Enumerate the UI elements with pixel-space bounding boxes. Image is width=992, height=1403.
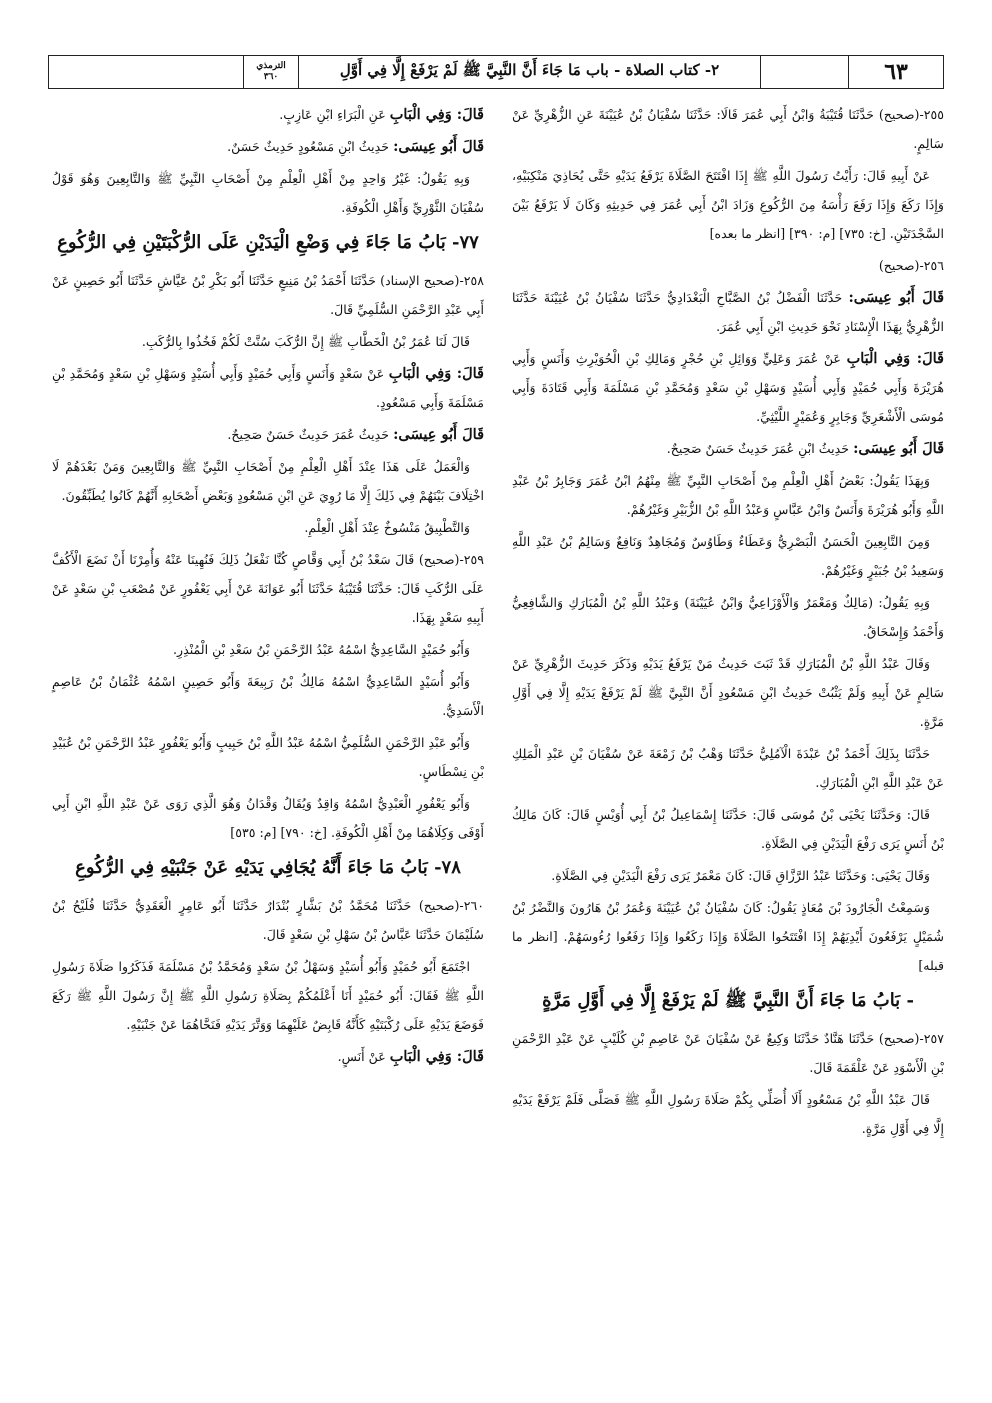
hadith-256-number: ٢٥٦-(صحيح) bbox=[878, 258, 944, 273]
tabiin-paragraph: وَمِنَ التَّابِعِينَ الْحَسَنُ الْبَصْرِيُّ وَعَطَاءٌ وَطَاوُسٌ وَمُجَاهِدٌ وَنَافِعٌ وَسَالِمُ بْنُ عَبْدِ اللَّهِ وَسَعِيدُ بْنُ جُبَيْرٍ وَغَيْرُهُمْ. bbox=[512, 534, 944, 578]
hadith-257-isnad: ٢٥٧-(صحيح) حَدَّثَنَا هَنَّادٌ حَدَّثَنَا وَكِيعٌ عَنْ سُفْيَانَ عَنْ عَاصِمِ بْنِ كُلَيْبٍ عَنْ عَبْدِ الرَّحْمَنِ بْنِ الْأَسْوَدِ عَنْ عَلْقَمَةَ قَالَ. bbox=[512, 1031, 944, 1075]
narrator-note-3: وَأَبُو عَبْدِ الرَّحْمَنِ السُّلَمِيُّ اسْمُهُ عَبْدُ اللَّهِ بْنُ حَبِيبٍ وَأَبُو يَعْفُورٍ عَبْدُ الرَّحْمَنِ بْنُ عُبَيْدِ بْنِ نِسْطَاسٍ. bbox=[52, 735, 484, 779]
qal-label: قَالَ: وَفِي الْبَابِ bbox=[389, 106, 484, 123]
paragraph-text: حَدَّثَنَا الْفَضْلُ بْنُ الصَّبَّاحِ الْبَغْدَادِيُّ حَدَّثَنَا سُفْيَانُ بْنُ عُيَيْنَةَ حَدَّثَنَا الزُّهْرِيُّ بِهَذَا الْإِسْنَادِ نَحْوَ حَدِيثِ ابْنِ أَبِي عُمَرَ. bbox=[512, 290, 944, 334]
hadith-257-matn: قَالَ عَبْدُ اللَّهِ بْنُ مَسْعُودٍ أَلَا أُصَلِّي بِكُمْ صَلَاةَ رَسُولِ اللَّهِ ﷺ فَصَلَّى فَلَمْ يَرْفَعْ يَدَيْهِ إِلَّا فِي أَوَّلِ مَرَّةٍ. bbox=[512, 1092, 944, 1136]
narrator-note-2: وَأَبُو أُسَيْدٍ السَّاعِدِيُّ اسْمُهُ مَالِكُ بْنُ رَبِيعَةَ وَأَبُو حَصِينٍ اسْمُهُ عُثْمَانُ بْنُ عَاصِمٍ الْأَسَدِيُّ. bbox=[52, 674, 484, 718]
chain-paragraph: حَدَّثَنَا بِذَلِكَ أَحْمَدُ بْنُ عَبْدَةَ الْآمُلِيُّ حَدَّثَنَا وَهْبُ بْنُ زَمْعَةَ عَنْ سُفْيَانَ بْنِ عَبْدِ الْمَلِكِ عَنْ عَبْدِ اللَّهِ ابْنِ الْمُبَارَكِ. bbox=[512, 746, 944, 790]
grading-paragraph bbox=[52, 132, 484, 161]
fil-bab-paragraph bbox=[52, 359, 484, 417]
grading-paragraph bbox=[512, 434, 944, 463]
running-header bbox=[48, 55, 944, 89]
hadith-260-isnad: ٢٦٠-(صحيح) حَدَّثَنَا مُحَمَّدُ بْنُ بَشَّارٍ بُنْدَارٌ حَدَّثَنَا أَبُو عَامِرٍ الْعَقَدِيُّ حَدَّثَنَا فُلَيْحُ بْنُ سُلَيْمَانَ حَدَّثَنَا عَبَّاسُ بْنُ سَهْلِ بْنِ سَعْدٍ قَالَ. bbox=[52, 898, 484, 942]
qal-label: قَالَ أَبُو عِيسَى: bbox=[393, 138, 484, 155]
paragraph-text: حَدِيثُ ابْنِ مَسْعُودٍ حَدِيثٌ حَسَنٌ. bbox=[227, 139, 390, 154]
header-reference bbox=[243, 56, 298, 88]
fil-bab-paragraph bbox=[52, 100, 484, 129]
reference-label: الترمذي bbox=[256, 61, 286, 71]
qal-label: قَالَ أَبُو عِيسَى: bbox=[848, 289, 945, 306]
chapter-heading: - بَابُ مَا جَاءَ أَنَّ النَّبِيَّ ﷺ لَمْ يَرْفَعْ إِلَّا فِي أَوَّلِ مَرَّةٍ bbox=[542, 990, 914, 1011]
paragraph-text: عَنْ سَعْدٍ وَأَنَسٍ وَأَبِي حُمَيْدٍ وَأَبِي أُسَيْدٍ وَسَهْلِ بْنِ سَعْدٍ وَمُحَمَّدِ بْنِ مَسْلَمَةَ وَأَبِي مَسْعُودٍ. bbox=[52, 366, 484, 410]
chapter-heading-77: ٧٧- بَابُ مَا جَاءَ فِي وَضْعِ الْيَدَيْنِ عَلَى الرُّكْبَتَيْنِ فِي الرُّكُوعِ bbox=[57, 232, 479, 253]
hadith-255-isnad: ٢٥٥-(صحيح) حَدَّثَنَا قُتَيْبَةُ وَابْنُ أَبِي عُمَرَ قَالَا: حَدَّثَنَا سُفْيَانُ بْنُ عُيَيْنَةَ عَنِ الزُّهْرِيِّ عَنْ سَالِمٍ. bbox=[512, 107, 944, 151]
fil-bab-paragraph bbox=[52, 1042, 484, 1071]
qal-label: قَالَ أَبُو عِيسَى: bbox=[393, 426, 484, 443]
right-column bbox=[512, 100, 944, 1146]
tatbiq-paragraph: وَالتَّطْبِيقُ مَنْسُوخٌ عِنْدَ أَهْلِ الْعِلْمِ. bbox=[304, 520, 470, 535]
grading-paragraph bbox=[52, 420, 484, 449]
hadith-258-matn: قَالَ لَنَا عُمَرُ بْنُ الْخَطَّابِ ﷺ إِنَّ الرُّكَبَ سُنَّتْ لَكُمْ فَخُذُوا بِالرُّكَبِ. bbox=[141, 334, 470, 349]
left-column bbox=[52, 100, 484, 1074]
page-number: ٦٣ bbox=[848, 56, 943, 88]
header-empty-cell-2 bbox=[49, 56, 243, 88]
qal-label: قَالَ: وَفِي الْبَابِ bbox=[389, 1048, 484, 1065]
narrator-note-1: وَأَبُو حُمَيْدٍ السَّاعِدِيُّ اسْمُهُ عَبْدُ الرَّحْمَنِ بْنُ سَعْدِ بْنِ الْمُنْذِرِ. bbox=[173, 642, 470, 657]
qal-label: قَالَ: وَفِي الْبَابِ bbox=[846, 350, 944, 367]
reference-number: ٣٦٠ bbox=[263, 72, 279, 82]
paragraph-text: حَدِيثُ ابْنِ عُمَرَ حَدِيثٌ حَسَنٌ صَحِيحٌ. bbox=[666, 441, 850, 456]
jarud-paragraph: وَسَمِعْتُ الْجَارُودَ بْنَ مُعَاذٍ يَقُولُ: كَانَ سُفْيَانُ بْنُ عُيَيْنَةَ وَعُمَرُ بْنُ هَارُونَ وَالنَّضْرُ بْنُ شُمَيْلٍ يَرْفَعُونَ أَيْدِيَهُمْ إِذَا افْتَتَحُوا الصَّلَاةَ وَإِذَا رَكَعُوا وَإِذَا رَفَعُوا رُءُوسَهُمْ. [انظر ما قبله] bbox=[512, 900, 944, 973]
qal-label: قَالَ: وَفِي الْبَابِ bbox=[388, 365, 484, 382]
mamar-paragraph: وَقَالَ يَحْيَى: وَحَدَّثَنَا عَبْدُ الرَّزَّاقِ قَالَ: كَانَ مَعْمَرٌ يَرَى رَفْعَ الْيَدَيْنِ فِي الصَّلَاةِ. bbox=[551, 868, 930, 883]
jurists-paragraph: وَبِهِ يَقُولُ: (مَالِكٌ وَمَعْمَرٌ وَالْأَوْزَاعِيُّ وَابْنُ عُيَيْنَةَ) وَعَبْدُ اللَّهِ بْنُ الْمُبَارَكِ وَالشَّافِعِيُّ وَأَحْمَدُ وَإِسْحَاقُ. bbox=[512, 595, 944, 639]
paragraph-text: عَنْ أَنَسٍ. bbox=[337, 1049, 386, 1064]
paragraph-text: حَدِيثُ عُمَرَ حَدِيثٌ حَسَنٌ صَحِيحٌ. bbox=[227, 427, 390, 442]
fil-bab-paragraph bbox=[512, 344, 944, 431]
qal-label: قَالَ أَبُو عِيسَى: bbox=[853, 440, 944, 457]
paragraph-text: عَنْ عُمَرَ وَعَلِيٍّ وَوَائِلِ بْنِ حُجْرٍ وَمَالِكِ بْنِ الْحُوَيْرِثِ وَأَنَسٍ وَأَبِي هُرَيْرَةَ وَأَبِي حُمَيْدٍ وَأَبِي أُسَيْدٍ وَسَهْلِ بْنِ سَعْدٍ وَمُحَمَّدِ بْنِ مَسْلَمَةَ وَأَبِي قَتَادَةَ وَأَبِي مُوسَى الْأَشْعَرِيِّ وَجَابِرٍ وَعُمَيْرٍ اللَّيْثِيِّ. bbox=[512, 351, 944, 424]
paragraph-text: عَنِ الْبَرَاءِ ابْنِ عَازِبٍ. bbox=[279, 107, 386, 122]
narrator-note-4: وَأَبُو يَعْفُورٍ الْعَبْدِيُّ اسْمُهُ وَاقِدٌ وَيُقَالُ وَقْدَانُ وَهُوَ الَّذِي رَوَى عَنْ عَبْدِ اللَّهِ ابْنِ أَبِي أَوْفَى وَكِلَاهُمَا مِنْ أَهْلِ الْكُوفَةِ. [خ: ٧٩٠] [م: ٥٣٥] bbox=[52, 796, 484, 840]
scholars-paragraph: وَبِهَذَا يَقُولُ: بَعْضُ أَهْلِ الْعِلْمِ مِنْ أَصْحَابِ النَّبِيِّ ﷺ مِنْهُمُ ابْنُ عُمَرَ وَجَابِرُ بْنُ عَبْدِ اللَّهِ وَأَبُو هُرَيْرَةَ وَأَنَسٌ وَابْنُ عَبَّاسٍ وَعَبْدُ اللَّهِ بْنُ الزُّبَيْرِ وَغَيْرُهُمْ. bbox=[512, 473, 944, 517]
scholars-paragraph: وَبِهِ يَقُولُ: غَيْرُ وَاحِدٍ مِنْ أَهْلِ الْعِلْمِ مِنْ أَصْحَابِ النَّبِيِّ ﷺ وَالتَّابِعِينَ وَهُوَ قَوْلُ سُفْيَانَ الثَّوْرِيِّ وَأَهْلِ الْكُوفَةِ. bbox=[52, 171, 484, 215]
abu-isa-paragraph bbox=[512, 283, 944, 341]
ibn-mubarak-paragraph: وَقَالَ عَبْدُ اللَّهِ بْنُ الْمُبَارَكِ قَدْ ثَبَتَ حَدِيثُ مَنْ يَرْفَعُ يَدَيْهِ وَذَكَرَ حَدِيثَ الزُّهْرِيِّ عَنْ سَالِمٍ عَنْ أَبِيهِ وَلَمْ يَثْبُتْ حَدِيثُ ابْنِ مَسْعُودٍ أَنَّ النَّبِيَّ ﷺ لَمْ يَرْفَعْ يَدَيْهِ إِلَّا فِي أَوَّلِ مَرَّةٍ. bbox=[512, 656, 944, 729]
header-empty-cell bbox=[760, 56, 848, 88]
running-title: ٢- كتاب الصلاة - باب مَا جَاءَ أَنَّ النَّبِيَّ ﷺ لَمْ يَرْفَعْ إِلَّا فِي أَوَّلِ bbox=[298, 56, 760, 88]
hadith-260-matn: اجْتَمَعَ أَبُو حُمَيْدٍ وَأَبُو أُسَيْدٍ وَسَهْلُ بْنُ سَعْدٍ وَمُحَمَّدُ بْنُ مَسْلَمَةَ فَذَكَرُوا صَلَاةَ رَسُولِ اللَّهِ ﷺ فَقَالَ: أَبُو حُمَيْدٍ أَنَا أَعْلَمُكُمْ بِصَلَاةِ رَسُولِ اللَّهِ ﷺ إِنَّ رَسُولَ اللَّهِ ﷺ رَكَعَ فَوَضَعَ يَدَيْهِ عَلَى رُكْبَتَيْهِ كَأَنَّهُ قَابِضٌ عَلَيْهِمَا وَوَتَّرَ يَدَيْهِ فَنَحَّاهُمَا عَنْ جَنْبَيْهِ. bbox=[52, 959, 484, 1032]
hadith-259: ٢٥٩-(صحيح) قَالَ سَعْدُ بْنُ أَبِي وَقَّاصٍ كُنَّا نَفْعَلُ ذَلِكَ فَنُهِينَا عَنْهُ وَأُمِرْنَا أَنْ نَضَعَ الْأَكُفَّ عَلَى الرُّكَبِ قَالَ: حَدَّثَنَا قُتَيْبَةُ حَدَّثَنَا أَبُو عَوَانَةَ عَنْ أَبِي يَعْفُورٍ عَنْ مُصْعَبِ بْنِ سَعْدٍ عَنْ أَبِيهِ سَعْدٍ بِهَذَا. bbox=[52, 552, 484, 625]
practice-paragraph: وَالْعَمَلُ عَلَى هَذَا عِنْدَ أَهْلِ الْعِلْمِ مِنْ أَصْحَابِ النَّبِيِّ ﷺ وَالتَّابِعِينَ وَمَنْ بَعْدَهُمْ لَا اخْتِلَافَ بَيْنَهُمْ فِي ذَلِكَ إِلَّا مَا رُوِيَ عَنِ ابْنِ مَسْعُودٍ وَبَعْضِ أَصْحَابِهِ أَنَّهُمْ كَانُوا يُطَبِّقُونَ. bbox=[52, 459, 484, 503]
hadith-258-isnad: ٢٥٨-(صحيح الإسناد) حَدَّثَنَا أَحْمَدُ بْنُ مَنِيعٍ حَدَّثَنَا أَبُو بَكْرِ بْنُ عَيَّاشٍ حَدَّثَنَا أَبُو حَصِينٍ عَنْ أَبِي عَبْدِ الرَّحْمَنِ السُّلَمِيِّ قَالَ. bbox=[52, 273, 484, 317]
hadith-255-matn: عَنْ أَبِيهِ قَالَ: رَأَيْتُ رَسُولَ اللَّهِ ﷺ إِذَا افْتَتَحَ الصَّلَاةَ يَرْفَعُ يَدَيْهِ حَتَّى يُحَاذِيَ مَنْكِبَيْهِ، وَإِذَا رَكَعَ وَإِذَا رَفَعَ رَأْسَهُ مِنَ الرُّكُوعِ وَزَادَ ابْنُ أَبِي عُمَرَ فِي حَدِيثِهِ وَكَانَ لَا يَرْفَعُ بَيْنَ السَّجْدَتَيْنِ. [خ: ٧٣٥] [م: ٣٩٠] [انظر ما بعده] bbox=[512, 168, 944, 241]
malik-paragraph: قَالَ: وَحَدَّثَنَا يَحْيَى بْنُ مُوسَى قَالَ: حَدَّثَنَا إِسْمَاعِيلُ بْنُ أَبِي أُوَيْسٍ قَالَ: كَانَ مَالِكُ بْنُ أَنَسٍ يَرَى رَفْعَ الْيَدَيْنِ فِي الصَّلَاةِ. bbox=[512, 807, 944, 851]
chapter-heading-78: ٧٨- بَابُ مَا جَاءَ أَنَّهُ يُجَافِي يَدَيْهِ عَنْ جَنْبَيْهِ فِي الرُّكُوعِ bbox=[75, 857, 461, 878]
